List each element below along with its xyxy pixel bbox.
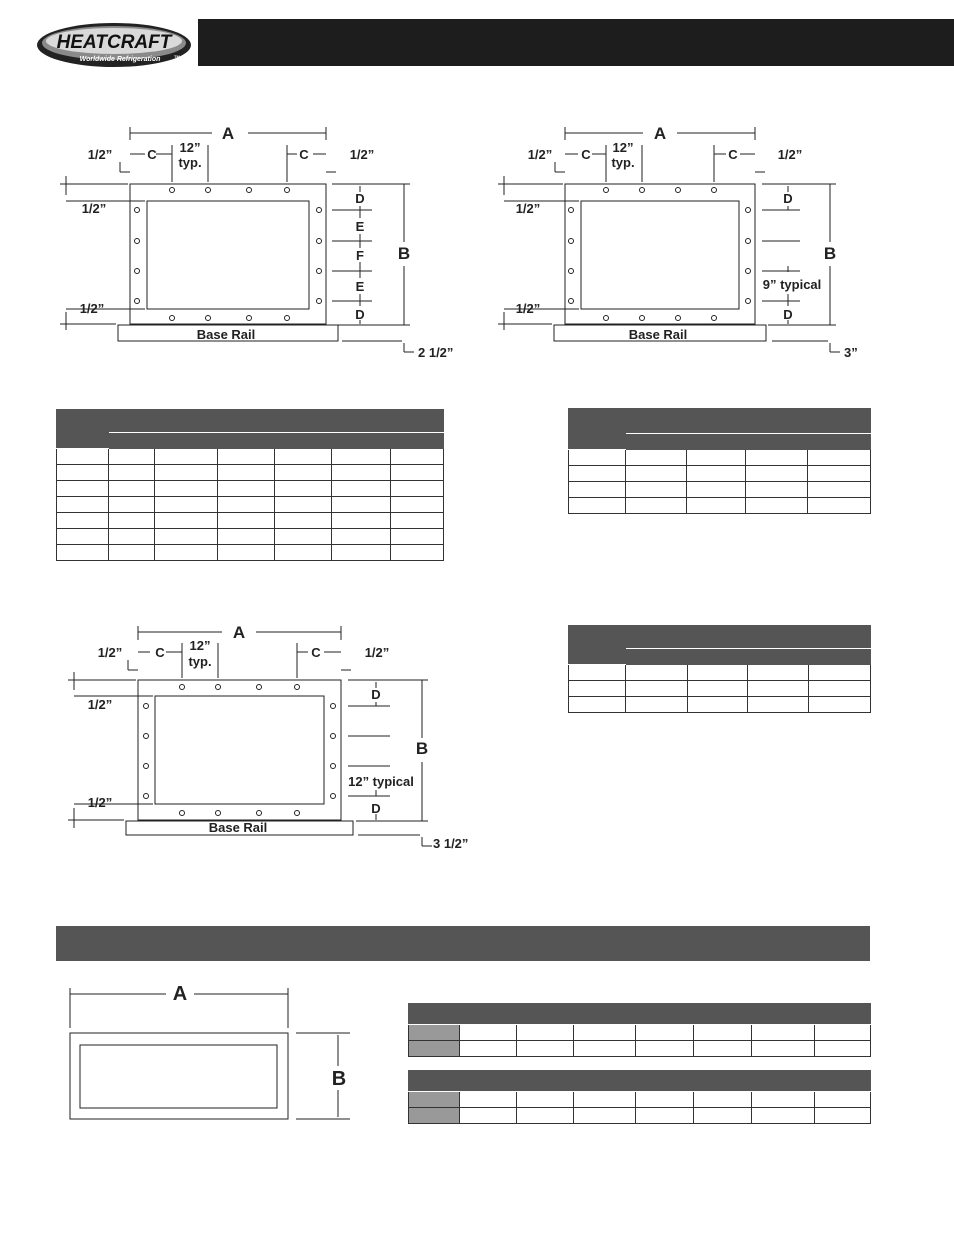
panel-diagram (60, 980, 360, 1125)
table-row (57, 513, 444, 529)
panel-table-2 (408, 1070, 871, 1124)
dim-c-left: C (581, 147, 591, 162)
dim-d-bottom: D (371, 801, 381, 816)
table-row (57, 465, 444, 481)
base-rail-label: Base Rail (628, 327, 688, 342)
dim-e-top: E (355, 219, 365, 234)
dim-c-right: C (299, 147, 309, 162)
table-row (569, 482, 871, 498)
table-row (57, 481, 444, 497)
dim-a: A (221, 124, 235, 143)
rail-height: 3” (844, 345, 858, 360)
dim-a: A (172, 983, 188, 1005)
dim-b: B (823, 244, 837, 263)
table-row (57, 545, 444, 561)
dim-a: A (232, 623, 246, 642)
dim-spacing: 12” (189, 638, 211, 653)
dim-a: A (653, 124, 667, 143)
dim-d-top: D (371, 687, 381, 702)
base-rail-label: Base Rail (208, 820, 268, 835)
dim-f: F (356, 248, 364, 263)
rail-height: 2 1/2” (418, 345, 454, 360)
dim-spacing: 12” (179, 140, 201, 155)
dim-e-bottom: E (355, 279, 365, 294)
dim-c-left: C (147, 147, 157, 162)
table-row (569, 665, 871, 681)
table-row (409, 1108, 871, 1124)
dim-b: B (415, 739, 429, 758)
flange-diagram-3 (60, 618, 490, 858)
table-row (409, 1041, 871, 1057)
dim-b: B (331, 1068, 347, 1090)
dim-half-right: 1/2” (364, 645, 390, 660)
dim-c-right: C (728, 147, 738, 162)
header-bar (198, 19, 954, 66)
dim-c-left: C (155, 645, 165, 660)
dim-typ: typ. (188, 654, 212, 669)
dim-half-right: 1/2” (349, 147, 375, 162)
brand-tagline: Worldwide Refrigeration (79, 56, 161, 63)
table-row (409, 1092, 871, 1108)
dim-d-bottom: D (355, 307, 365, 322)
table-row (57, 497, 444, 513)
dim-half-left: 1/2” (97, 645, 123, 660)
dim-half-bottom: 1/2” (87, 795, 113, 810)
table-row (569, 681, 871, 697)
dim-half-top: 1/2” (81, 201, 107, 216)
table-row (409, 1025, 871, 1041)
dim-half-right: 1/2” (777, 147, 803, 162)
dim-c-right: C (311, 645, 321, 660)
dim-half-bottom: 1/2” (515, 301, 541, 316)
dim-d-bottom: D (783, 307, 793, 322)
dim-half-left: 1/2” (87, 147, 113, 162)
panel-table-1 (408, 1003, 871, 1057)
heatcraft-logo (36, 22, 192, 68)
dim-d-top: D (355, 191, 365, 206)
flange-diagram-2 (495, 118, 875, 368)
table-row (569, 498, 871, 514)
section-header-bar (56, 926, 870, 961)
dim-half-top: 1/2” (515, 201, 541, 216)
table-row (569, 450, 871, 466)
dim-typ: typ. (611, 155, 635, 170)
table-row (57, 529, 444, 545)
base-rail-label: Base Rail (196, 327, 256, 342)
dim-half-top: 1/2” (87, 697, 113, 712)
table-row (57, 449, 444, 465)
brand-name: HEATCRAFT (56, 32, 172, 53)
dimension-table-2 (568, 408, 871, 514)
dim-d-top: D (783, 191, 793, 206)
dim-half-bottom: 1/2” (79, 301, 105, 316)
table-row (569, 466, 871, 482)
dim-typical: 12” typical (348, 774, 414, 789)
flange-diagram-1 (56, 118, 476, 368)
dim-typical: 9” typical (762, 277, 822, 292)
dim-spacing: 12” (612, 140, 634, 155)
table-row (569, 697, 871, 713)
dim-typ: typ. (178, 155, 202, 170)
dimension-table-1 (56, 409, 444, 561)
brand-trademark: TM (174, 54, 180, 59)
dim-b: B (397, 244, 411, 263)
dim-half-left: 1/2” (527, 147, 553, 162)
dimension-table-3 (568, 625, 871, 713)
rail-height: 3 1/2” (433, 836, 469, 851)
